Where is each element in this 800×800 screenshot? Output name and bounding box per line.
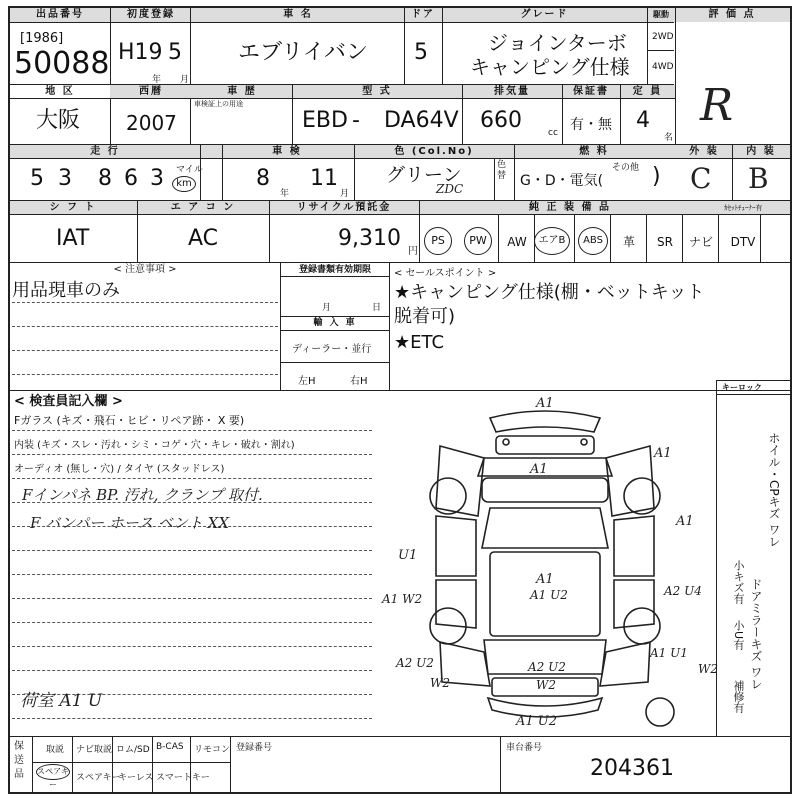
mileage-km-circle: km (172, 176, 196, 192)
recycle-value: 9,310 (338, 226, 401, 251)
doors-header: ドア (411, 9, 435, 20)
mark-9: A2 U4 (664, 584, 702, 598)
keylock-header: キーロック (722, 383, 762, 392)
color-header: 色 (Col.No) (394, 146, 474, 157)
side-note-repair: 補修有 (732, 680, 745, 713)
first-reg-month: 5 (168, 40, 182, 65)
mark-12: A1 U1 (650, 646, 688, 660)
first-reg-era: H19 (118, 40, 163, 65)
displacement-value: 660 (480, 108, 522, 133)
mark-5: A1 (536, 572, 554, 587)
equip-sr: SR (657, 235, 673, 249)
recycle-unit: 円 (408, 246, 418, 257)
exterior-value: C (690, 162, 712, 195)
sales-line2: 脱着可) (394, 306, 456, 327)
equip-airbag: エアB (534, 227, 570, 255)
mark-2: A1 (654, 446, 672, 461)
shaken-expire-month: 11 (310, 166, 338, 191)
inspector-line1: Fガラス (キズ・飛石・ヒビ・リペア跡・ X 要) (14, 414, 245, 427)
model-header: 型 式 (362, 86, 392, 97)
side-note-wheel: ホイル・CPキズ ワレ (767, 432, 781, 548)
mark-8: A1 W2 (382, 592, 423, 606)
equip-navi: ナビ (688, 235, 713, 249)
interior-header: 内 装 (746, 146, 776, 157)
aircon-value: AC (188, 226, 219, 251)
equip-aw: AW (507, 235, 527, 249)
side-note-mirror: ドアミラーキズ ワレ (749, 578, 763, 690)
recycle-header: リサイクル預託金 (296, 202, 392, 213)
inspector-hw2: F バンパー ホース ベント XX (30, 514, 230, 532)
reg-date-header: 登録書類有効期限 (298, 265, 371, 275)
year-header: 西暦 (139, 86, 163, 97)
bottom-keyless: キーレス (118, 773, 154, 783)
sales-line3: ★ETC (394, 332, 445, 353)
displacement-header: 排気量 (494, 86, 530, 97)
mark-3: A1 (530, 462, 548, 477)
drive-header: 駆動 (653, 10, 669, 19)
reg-left-hand: 左H (298, 376, 316, 387)
side-note-small-dent: 小U有 (732, 620, 745, 651)
lot-number: 50088 (14, 46, 110, 81)
score-value: R (700, 80, 734, 131)
shaken-header: 車 歴 (227, 86, 257, 97)
side-note-small-scratch: 小キズ有 (732, 560, 745, 604)
equip-ps: PS (424, 227, 452, 255)
interior-value: B (748, 162, 769, 195)
equip-pw: PW (464, 227, 492, 255)
lot-prefix: [1986] (20, 31, 64, 46)
bottom-rom: ロム/SD (116, 745, 150, 755)
shift-header: シ フ ト (49, 202, 97, 213)
drive-2wd: 2WD (652, 32, 674, 42)
shaken-expire-header: 車 検 (272, 146, 302, 157)
bottom-smart: スマートキー (156, 773, 210, 783)
equip-abs: ABS (578, 227, 608, 255)
bottom-stamp: スペアキー (36, 764, 70, 780)
grade-line2: キャンピング仕様 (470, 55, 630, 79)
shift-value: IAT (56, 226, 90, 251)
warranty-header: 保証書 (573, 86, 609, 97)
shaken-expire-year: 8 (256, 166, 270, 191)
frame-number: 204361 (590, 756, 674, 781)
capacity-unit: 名 (664, 133, 674, 143)
inspector-hw3: 荷室 A1 U (20, 691, 103, 711)
mileage-d5: 3 (150, 166, 164, 191)
mark-10: A2 U2 (396, 656, 434, 670)
reg-month: 月 (322, 303, 332, 313)
fuel-options: G・D・電気( (520, 173, 604, 189)
model-sep: - (352, 108, 360, 133)
shaken-month-unit: 月 (340, 189, 350, 199)
capacity-header: 定 員 (632, 86, 663, 97)
grade-line1: ジョインターボ (488, 31, 627, 55)
inspector-hw1: Fインパネ BP. 汚れ, クランプ 取付. (22, 486, 263, 504)
bottom-bcas: B-CAS (156, 742, 184, 752)
mark-11: W2 (430, 676, 450, 690)
car-name-header: 車 名 (283, 9, 313, 20)
mark-7: A1 U2 (530, 588, 568, 602)
equip-leather: 革 (622, 235, 635, 249)
bottom-navi: ナビ取説 (76, 745, 113, 755)
aircon-header: エ ア コ ン (170, 202, 236, 213)
inspector-header: < 検査員記入欄 > (14, 394, 123, 409)
notes-value: 用品現車のみ (12, 280, 120, 301)
color-change-label: 色替 (497, 160, 507, 181)
equip-dtv: DTV (730, 235, 756, 249)
model-prefix: EBD (302, 108, 348, 133)
delivery-label: 保 送 品 (14, 741, 24, 780)
mileage-unit-top: マイル (176, 165, 203, 175)
mark-15: W2 (536, 678, 556, 692)
reg-number-label: 登録番号 (236, 743, 273, 753)
fuel-other-label: その他 (612, 163, 640, 173)
sales-line1: ★キャンピング仕様(棚・ベットキット (394, 282, 705, 303)
reg-day: 日 (372, 303, 382, 313)
exterior-header: 外 装 (689, 146, 719, 157)
shaken-note: 車検証上の用途 (194, 100, 243, 108)
fuel-close: ) (652, 164, 661, 189)
equip-header: 純 正 装 備 品 (529, 202, 611, 213)
lot-header: 出品番号 (36, 9, 84, 20)
mileage-header: 走 行 (90, 146, 120, 157)
frame-number-label: 車台番号 (506, 743, 543, 753)
doors-value: 5 (414, 40, 428, 65)
mark-14: A2 U2 (528, 660, 566, 674)
bottom-receipt: 取説 (46, 745, 65, 755)
bottom-spare: スペアキー (76, 773, 121, 783)
equip-cassette-label: ｶｾｯﾄﾁｭｰﾅｰ有 (724, 204, 763, 212)
color-note: ZDC (436, 182, 464, 196)
reg-dealer: ディーラー・並行 (292, 344, 372, 355)
mileage-d2: 3 (58, 166, 72, 191)
inspector-line3: オーディオ (無し・穴) / タイヤ (スタッドレス) (14, 464, 225, 475)
mark-13: W2 (698, 662, 718, 676)
mark-16: A1 U2 (516, 714, 558, 729)
notes-header: < 注意事項 > (113, 264, 177, 275)
car-name: エブリイバン (238, 40, 369, 65)
first-reg-month-unit: 月 (180, 75, 190, 85)
region-value: 大阪 (36, 108, 81, 133)
mileage-d3: 8 (98, 166, 112, 191)
import-header: 輸 入 車 (313, 318, 357, 328)
drive-4wd: 4WD (652, 62, 674, 72)
region-header: 地 区 (45, 86, 75, 97)
grade-header: グレード (520, 9, 569, 20)
bottom-remote: リモコン (194, 745, 231, 755)
score-header: 評 価 点 (708, 9, 756, 20)
shaken-year-unit: 年 (280, 189, 290, 199)
sales-header: < セールスポイント > (394, 268, 497, 279)
mileage-d4: 6 (124, 166, 138, 191)
warranty-value: 有・無 (570, 117, 612, 133)
first-reg-header: 初度登録 (127, 9, 175, 20)
mark-1: A1 (536, 396, 554, 411)
capacity-value: 4 (636, 108, 650, 133)
mark-4: A1 (676, 514, 694, 529)
color-value: グリーン (386, 164, 462, 186)
mark-6: U1 (398, 548, 418, 563)
first-reg-year-unit: 年 (152, 75, 162, 85)
fuel-header: 燃 料 (579, 146, 609, 157)
reg-right-hand: 右H (350, 376, 368, 387)
displacement-unit: cc (548, 128, 558, 138)
model-code: DA64V (384, 108, 459, 133)
inspector-line2: 内装 (キズ・スレ・汚れ・シミ・コゲ・穴・キレ・破れ・割れ) (14, 440, 295, 451)
mileage-d1: 5 (30, 166, 44, 191)
year-value: 2007 (126, 111, 177, 135)
